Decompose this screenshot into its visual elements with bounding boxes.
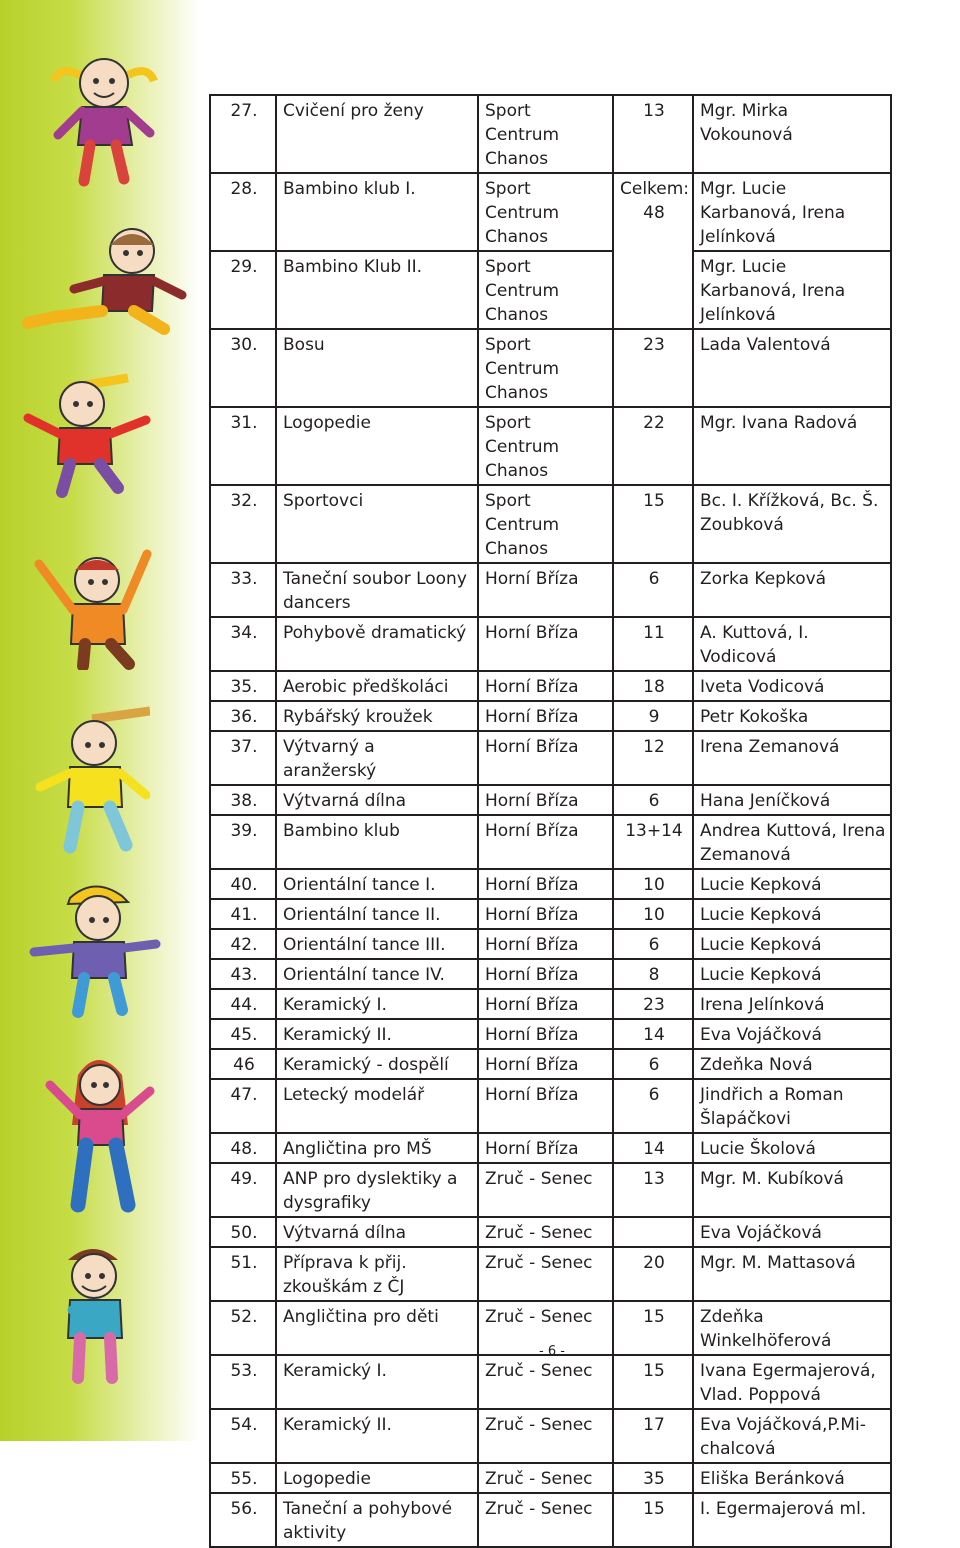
course-leader: Bc. I. Křížková, Bc. Š. Zoubková	[693, 485, 891, 563]
course-leader: Lucie Školová	[693, 1133, 891, 1163]
course-place: Zruč - Senec	[478, 1463, 613, 1493]
participant-count: 17	[613, 1409, 693, 1463]
course-name: Keramický I.	[276, 989, 478, 1019]
row-number: 28.	[210, 173, 276, 251]
course-place: Sport Centrum Chanos	[478, 251, 613, 329]
participant-count: 14	[613, 1133, 693, 1163]
participant-count: 13	[613, 1163, 693, 1217]
course-name: Pohybově dramatický	[276, 617, 478, 671]
row-number: 27.	[210, 95, 276, 173]
participant-count: 6	[613, 1049, 693, 1079]
participant-count: 23	[613, 989, 693, 1019]
participant-count: 6	[613, 563, 693, 617]
row-number: 39.	[210, 815, 276, 869]
row-number: 53.	[210, 1355, 276, 1409]
table-row	[210, 1409, 891, 1463]
course-leader: Zdeňka Nová	[693, 1049, 891, 1079]
table-row	[210, 95, 891, 173]
participant-count: 20	[613, 1247, 693, 1301]
row-number: 56.	[210, 1493, 276, 1547]
course-name: Výtvarný a aranžerský	[276, 731, 478, 785]
course-place: Zruč - Senec	[478, 1301, 613, 1355]
row-number: 43.	[210, 959, 276, 989]
participant-count: 9	[613, 701, 693, 731]
participant-count: 15	[613, 1301, 693, 1355]
course-name: Bambino klub I.	[276, 173, 478, 251]
row-number: 31.	[210, 407, 276, 485]
course-leader: Jindřich a Roman Šlapáčkovi	[693, 1079, 891, 1133]
row-number: 37.	[210, 731, 276, 785]
course-place: Horní Bříza	[478, 869, 613, 899]
course-leader: Eliška Beránková	[693, 1463, 891, 1493]
participant-count: 15	[613, 1355, 693, 1409]
course-place: Horní Bříza	[478, 1133, 613, 1163]
course-leader: Mgr. Lucie Karbanová, Irena Jelínková	[693, 173, 891, 251]
course-place: Zruč - Senec	[478, 1163, 613, 1217]
merged-count-label: Celkem:	[620, 179, 690, 199]
participant-count: 10	[613, 899, 693, 929]
table-row	[210, 1049, 891, 1079]
course-place: Horní Bříza	[478, 731, 613, 785]
course-place: Horní Bříza	[478, 617, 613, 671]
row-number: 45.	[210, 1019, 276, 1049]
table-row	[210, 407, 891, 485]
course-place: Zruč - Senec	[478, 1247, 613, 1301]
row-number: 33.	[210, 563, 276, 617]
participant-count: 11	[613, 617, 693, 671]
course-name: Orientální tance I.	[276, 869, 478, 899]
table-row	[210, 1019, 891, 1049]
table-row	[210, 1463, 891, 1493]
row-number: 55.	[210, 1463, 276, 1493]
participant-count: 18	[613, 671, 693, 701]
course-place: Sport Centrum Chanos	[478, 407, 613, 485]
course-name: Logopedie	[276, 1463, 478, 1493]
course-leader: Lucie Kepková	[693, 899, 891, 929]
course-leader: Lucie Kepková	[693, 929, 891, 959]
course-name: Keramický II.	[276, 1409, 478, 1463]
row-number: 46	[210, 1049, 276, 1079]
course-place: Horní Bříza	[478, 785, 613, 815]
course-leader: Lucie Kepková	[693, 869, 891, 899]
course-name: Příprava k přij. zkouškám z ČJ	[276, 1247, 478, 1301]
course-leader: I. Egermajerová ml.	[693, 1493, 891, 1547]
cartoon-child-purple-pigtails-icon	[50, 45, 160, 195]
participant-count: 14	[613, 1019, 693, 1049]
course-name: Sportovci	[276, 485, 478, 563]
page-number: - 6 -	[539, 1344, 565, 1359]
course-place: Zruč - Senec	[478, 1217, 613, 1247]
table-row	[210, 899, 891, 929]
course-leader: Mgr. Ivana Radová	[693, 407, 891, 485]
row-number: 51.	[210, 1247, 276, 1301]
table-row	[210, 1163, 891, 1217]
row-number: 38.	[210, 785, 276, 815]
courses-table	[209, 94, 892, 1548]
participant-count: 15	[613, 1493, 693, 1547]
course-place: Zruč - Senec	[478, 1409, 613, 1463]
course-leader: Iveta Vodicová	[693, 671, 891, 701]
row-number: 36.	[210, 701, 276, 731]
table-row	[210, 173, 891, 251]
row-number: 49.	[210, 1163, 276, 1217]
cartoon-child-orange-shirt-icon	[25, 540, 155, 670]
cartoon-child-sitting-icon	[14, 225, 189, 345]
table-row	[210, 1217, 891, 1247]
row-number: 32.	[210, 485, 276, 563]
course-name: Bosu	[276, 329, 478, 407]
cartoon-child-yellow-shirt-icon	[30, 705, 150, 860]
course-place: Horní Bříza	[478, 671, 613, 701]
course-place: Horní Bříza	[478, 563, 613, 617]
row-number: 54.	[210, 1409, 276, 1463]
participant-count: 15	[613, 485, 693, 563]
table-row	[210, 869, 891, 899]
table-row	[210, 815, 891, 869]
course-leader: Irena Jelínková	[693, 989, 891, 1019]
course-leader: Lada Valentová	[693, 329, 891, 407]
course-name: Rybářský kroužek	[276, 701, 478, 731]
course-place: Sport Centrum Chanos	[478, 173, 613, 251]
course-place: Sport Centrum Chanos	[478, 329, 613, 407]
course-name: Logopedie	[276, 407, 478, 485]
merged-count-cell	[613, 173, 693, 329]
course-name: Letecký modelář	[276, 1079, 478, 1133]
decorative-side-band	[0, 0, 200, 1441]
course-place: Horní Bříza	[478, 959, 613, 989]
table-row	[210, 251, 891, 329]
course-leader: Andrea Kuttová, Irena Zemanová	[693, 815, 891, 869]
course-leader: Irena Zemanová	[693, 731, 891, 785]
table-row	[210, 1355, 891, 1409]
table-row	[210, 731, 891, 785]
row-number: 52.	[210, 1301, 276, 1355]
course-place: Sport Centrum Chanos	[478, 95, 613, 173]
course-name: Aerobic předškoláci	[276, 671, 478, 701]
course-leader: Eva Vojáčková,P.Mi-chalcová	[693, 1409, 891, 1463]
course-name: Orientální tance IV.	[276, 959, 478, 989]
table-row	[210, 1247, 891, 1301]
course-place: Horní Bříza	[478, 701, 613, 731]
course-name: Keramický - dospělí	[276, 1049, 478, 1079]
table-row	[210, 1133, 891, 1163]
course-place: Zruč - Senec	[478, 1355, 613, 1409]
table-row	[210, 989, 891, 1019]
course-name: Cvičení pro ženy	[276, 95, 478, 173]
participant-count: 6	[613, 785, 693, 815]
course-name: ANP pro dyslektiky a dysgrafiky	[276, 1163, 478, 1217]
course-name: Angličtina pro MŠ	[276, 1133, 478, 1163]
course-leader: Zorka Kepková	[693, 563, 891, 617]
course-name: Výtvarná dílna	[276, 785, 478, 815]
participant-count: 10	[613, 869, 693, 899]
participant-count: 12	[613, 731, 693, 785]
table-row	[210, 1079, 891, 1133]
course-leader: Eva Vojáčková	[693, 1019, 891, 1049]
row-number: 48.	[210, 1133, 276, 1163]
table-row	[210, 959, 891, 989]
table-row	[210, 671, 891, 701]
row-number: 29.	[210, 251, 276, 329]
course-name: Výtvarná dílna	[276, 1217, 478, 1247]
participant-count	[613, 1217, 693, 1247]
course-name: Keramický II.	[276, 1019, 478, 1049]
course-place: Sport Centrum Chanos	[478, 485, 613, 563]
course-name: Orientální tance II.	[276, 899, 478, 929]
row-number: 44.	[210, 989, 276, 1019]
course-place: Horní Bříza	[478, 929, 613, 959]
course-leader: Mgr. Lucie Karbanová, Irena Jelínková	[693, 251, 891, 329]
course-place: Horní Bříza	[478, 1049, 613, 1079]
course-name: Angličtina pro děti	[276, 1301, 478, 1355]
course-leader: Mgr. M. Mattasová	[693, 1247, 891, 1301]
cartoon-girl-long-hair-icon	[38, 1045, 158, 1220]
cartoon-child-cap-icon	[22, 880, 162, 1020]
course-leader: Ivana Egermajerová, Vlad. Poppová	[693, 1355, 891, 1409]
table-row	[210, 785, 891, 815]
course-leader: Eva Vojáčková	[693, 1217, 891, 1247]
course-place: Horní Bříza	[478, 815, 613, 869]
cartoon-child-teal-shirt-icon	[38, 1240, 148, 1390]
participant-count: 6	[613, 929, 693, 959]
row-number: 35.	[210, 671, 276, 701]
course-leader: Petr Kokoška	[693, 701, 891, 731]
course-name: Taneční a pohybové aktivity	[276, 1493, 478, 1547]
course-leader: Lucie Kepková	[693, 959, 891, 989]
course-place: Zruč - Senec	[478, 1493, 613, 1547]
course-place: Horní Bříza	[478, 1019, 613, 1049]
course-place: Horní Bříza	[478, 989, 613, 1019]
participant-count: 13+14	[613, 815, 693, 869]
participant-count: 22	[613, 407, 693, 485]
row-number: 50.	[210, 1217, 276, 1247]
table-row	[210, 701, 891, 731]
table-row	[210, 617, 891, 671]
row-number: 40.	[210, 869, 276, 899]
table-row	[210, 329, 891, 407]
course-leader: Mgr. M. Kubíková	[693, 1163, 891, 1217]
course-name: Keramický I.	[276, 1355, 478, 1409]
merged-count-value: 48	[643, 203, 665, 223]
table-row	[210, 485, 891, 563]
course-name: Bambino klub	[276, 815, 478, 869]
row-number: 42.	[210, 929, 276, 959]
participant-count: 23	[613, 329, 693, 407]
row-number: 41.	[210, 899, 276, 929]
course-place: Horní Bříza	[478, 899, 613, 929]
participant-count: 6	[613, 1079, 693, 1133]
table-row	[210, 1493, 891, 1547]
participant-count: 35	[613, 1463, 693, 1493]
table-row	[210, 929, 891, 959]
course-leader: Mgr. Mirka Vokounová	[693, 95, 891, 173]
course-leader: Hana Jeníčková	[693, 785, 891, 815]
course-leader: A. Kuttová, I. Vodicová	[693, 617, 891, 671]
course-name: Taneční soubor Loony dancers	[276, 563, 478, 617]
participant-count: 8	[613, 959, 693, 989]
cartoon-child-red-shirt-icon	[18, 370, 158, 500]
course-name: Orientální tance III.	[276, 929, 478, 959]
course-place: Horní Bříza	[478, 1079, 613, 1133]
participant-count: 13	[613, 95, 693, 173]
course-name: Bambino Klub II.	[276, 251, 478, 329]
table-row	[210, 563, 891, 617]
row-number: 30.	[210, 329, 276, 407]
course-leader: Zdeňka Winkelhöferová	[693, 1301, 891, 1355]
row-number: 47.	[210, 1079, 276, 1133]
row-number: 34.	[210, 617, 276, 671]
